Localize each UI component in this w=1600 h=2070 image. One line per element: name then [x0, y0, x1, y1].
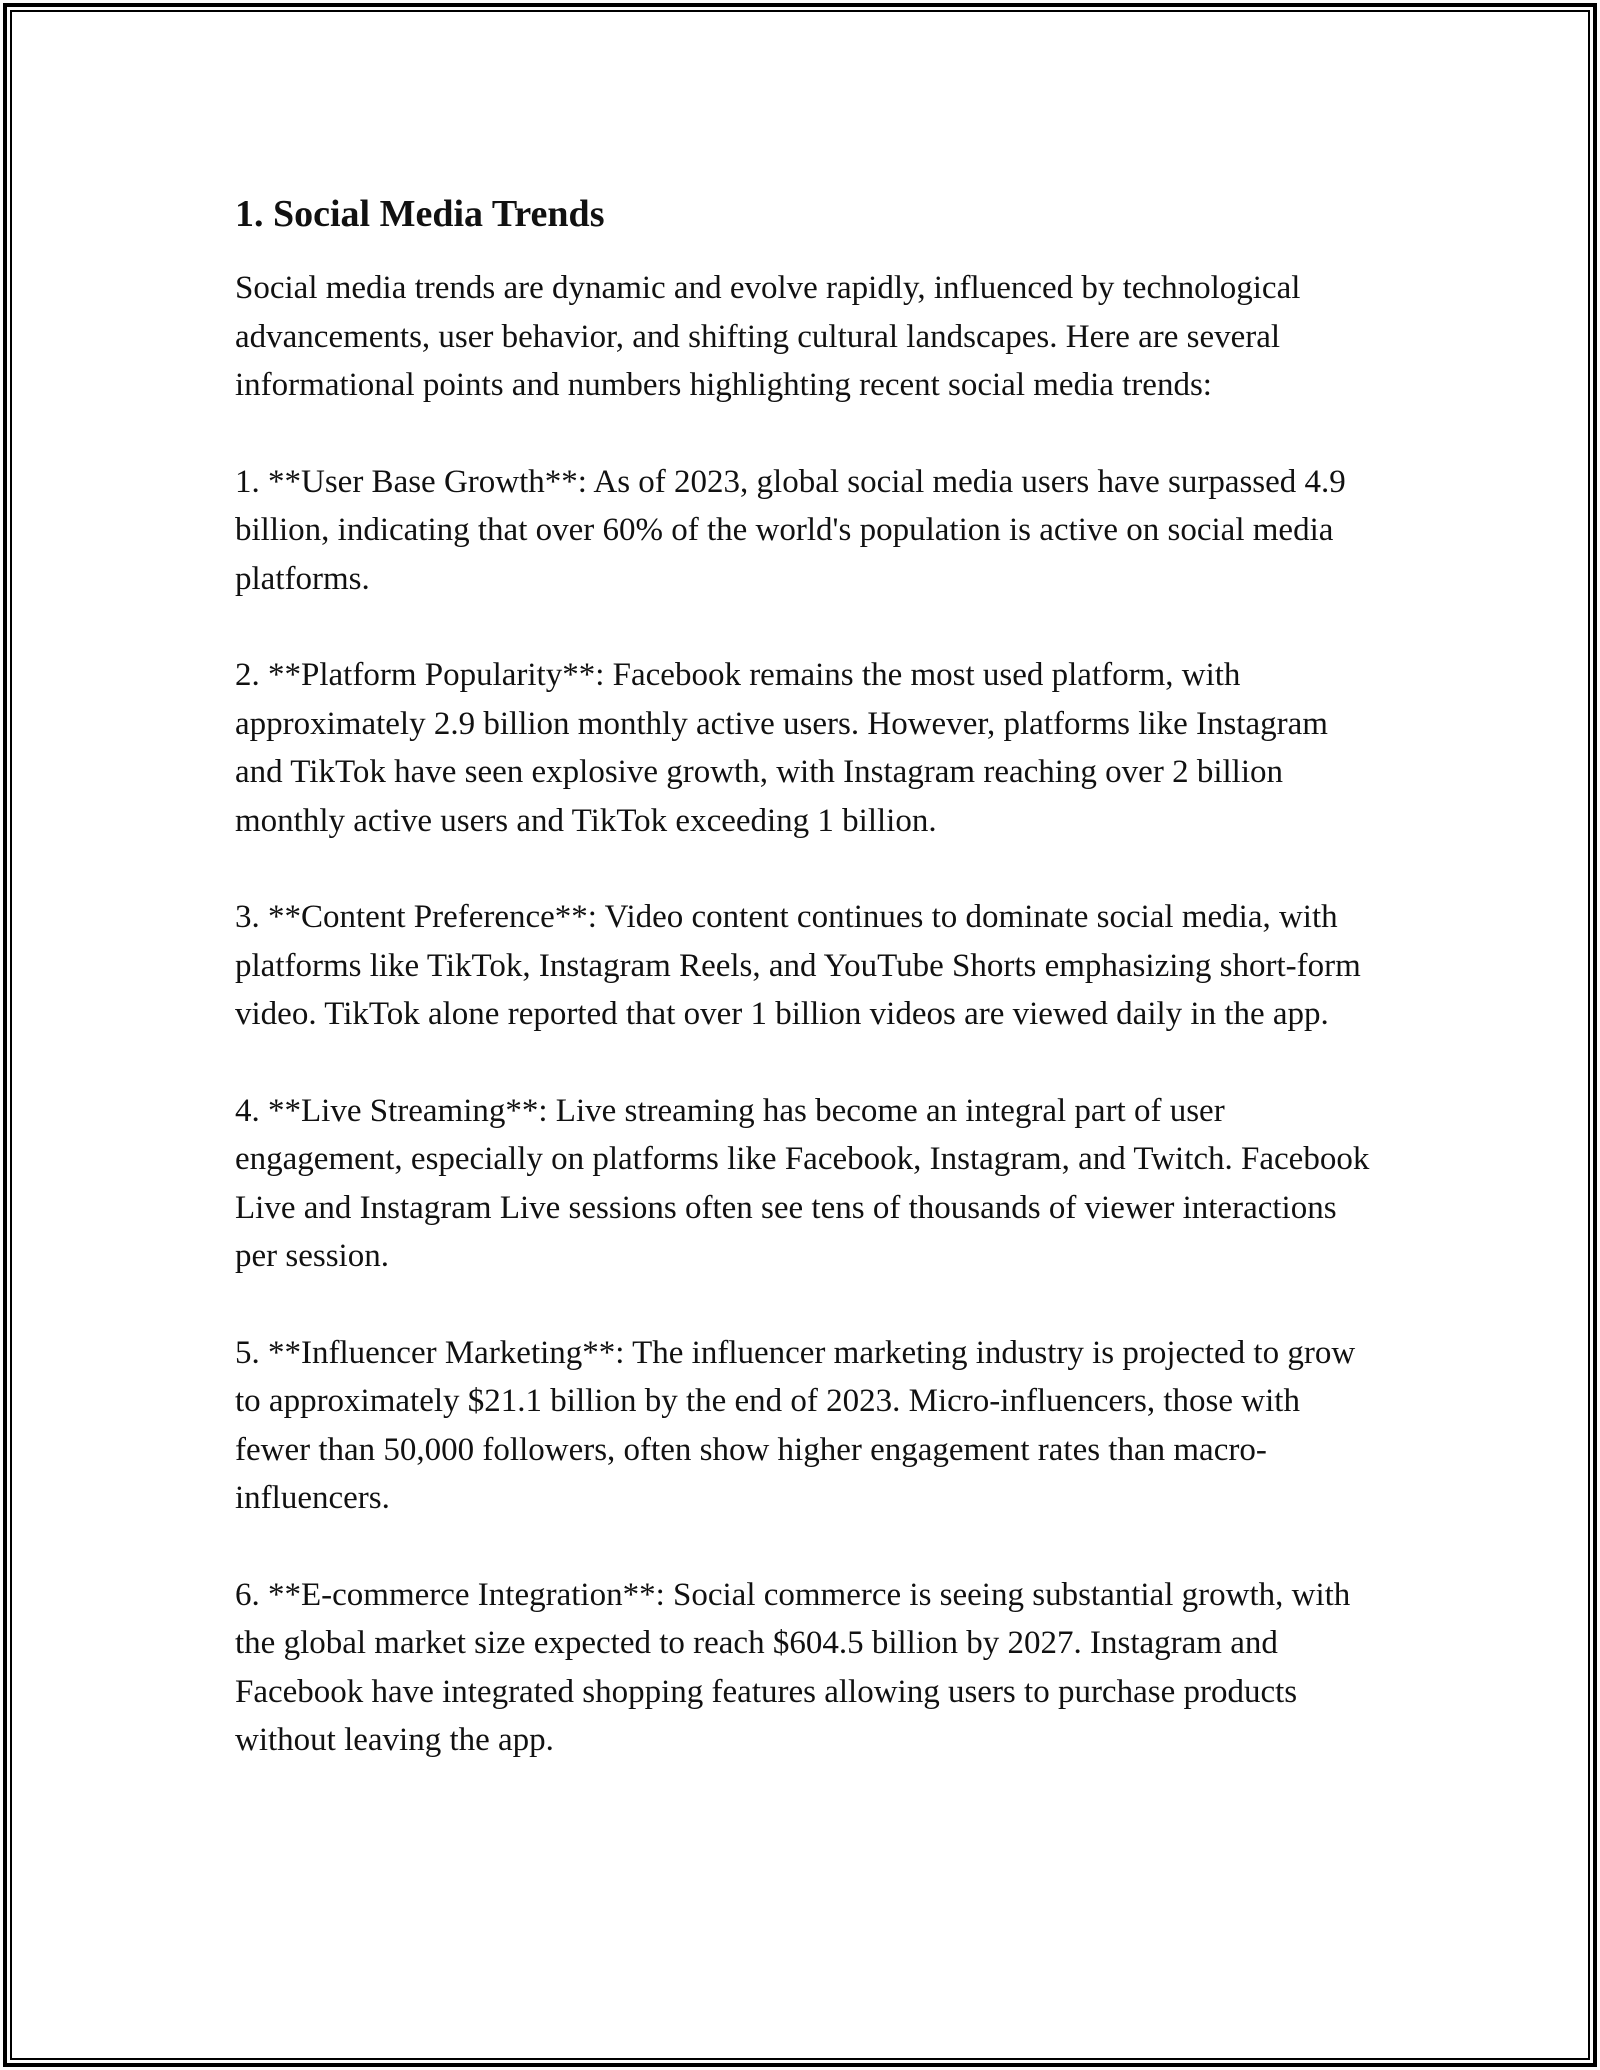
point-ecommerce-integration: 6. **E-commerce Integration**: Social commerce is seeing substantial growth, with the global market size expected to reach $604.5 billion by 2027. Instagram and Facebook have integrated shopping features allowing users to purchase products without leaving the app. — [235, 1576, 1351, 1758]
point-content-preference: 3. **Content Preference**: Video content continues to dominate social media, with platforms like TikTok, Instagram Reels, and YouTube Shorts emphasizing short-form video. TikTok alone reported that over 1 billion videos are viewed daily in the app. — [235, 899, 1361, 1032]
point-live-streaming: 4. **Live Streaming**: Live streaming has become an integral part of user engagement, especially on platforms like Facebook, Instagram, and Twitch. Facebook Live and Instagram Live sessions often see tens of thousands of viewer interactions per session. — [235, 1092, 1370, 1274]
point-platform-popularity: 2. **Platform Popularity**: Facebook remains the most used platform, with approximately 2.9 billion monthly active users. However, platforms like Instagram and TikTok have seen explosive growth, with Instagram reaching over 2 billion monthly active users and TikTok exceeding 1 billion. — [235, 657, 1328, 839]
document-body — [235, 188, 1375, 1813]
intro-paragraph: Social media trends are dynamic and evolve rapidly, influenced by technological advancements, user behavior, and shifting cultural landscapes. Here are several informational points and numbers highlighting recent social media trends: — [235, 270, 1301, 403]
point-influencer-marketing: 5. **Influencer Marketing**: The influencer marketing industry is projected to grow to approximately $21.1 billion by the end of 2023. Micro-influencers, those with fewer than 50,000 followers, often show higher engagement rates than macro-influencers. — [235, 1334, 1356, 1516]
point-user-base-growth: 1. **User Base Growth**: As of 2023, global social media users have surpassed 4.9 billion, indicating that over 60% of the world's population is active on social media platforms. — [235, 463, 1346, 597]
page-title: 1. Social Media Trends — [235, 193, 605, 235]
